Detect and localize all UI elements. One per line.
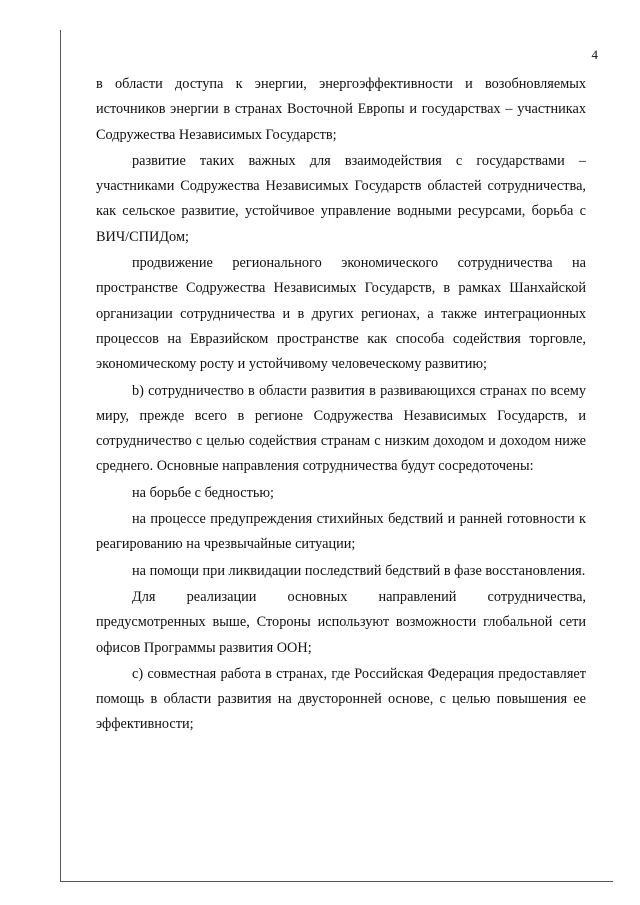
paragraph-disaster-recovery: на помощи при ликвидации последствий бедствий в фазе восстановления. (132, 562, 586, 579)
paragraph-undp-network: Для реализации основных направлений сотрудничества, предусмотренных выше, Стороны используют возможности глобальной сети офисов Программы развития ООН; (96, 588, 586, 656)
paragraph-disaster-prevention: на процессе предупреждения стихийных бедствий и ранней готовности к реагированию на чрезвычайные ситуации; (96, 511, 586, 553)
document-body (96, 72, 586, 738)
paragraph-poverty: на борьбе с бедностью; (132, 484, 275, 501)
paragraph-energy: в области доступа к энергии, энергоэффективности и возобновляемых источников энергии в странах Восточной Европы и государствах – участниках Содружества Независимых Государств; (96, 76, 586, 143)
paragraph-item-b: b) сотрудничество в области развития в развивающихся странах по всему миру, прежде всего в регионе Содружества Независимых Государств, и сотрудничество с целью содействия странам с низким доходом и доходом ниже среднего. Основные направления сотрудничества будут сосредоточены: (96, 382, 586, 475)
paragraph-item-c: c) совместная работа в странах, где Российская Федерация предоставляет помощь в области развития на двусторонней основе, с целью повышения ее эффективности; (96, 665, 586, 733)
paragraph-rural-development: развитие таких важных для взаимодействия с государствами – участниками Содружества Независимых Государств областей сотрудничества, как сельское развитие, устойчивое управление водными ресурсами, борьба с ВИЧ/СПИДом; (96, 152, 586, 245)
paragraph-regional-cooperation: продвижение регионального экономического сотрудничества на пространстве Содружества Независимых Государств, в рамках Шанхайской организации сотрудничества и в других регионах, а также интеграционных процессов на Евразийском пространстве как способа содействия торговле, экономическому росту и устойчивому человеческому развитию; (96, 255, 586, 373)
page-number: 4 (591, 47, 598, 62)
